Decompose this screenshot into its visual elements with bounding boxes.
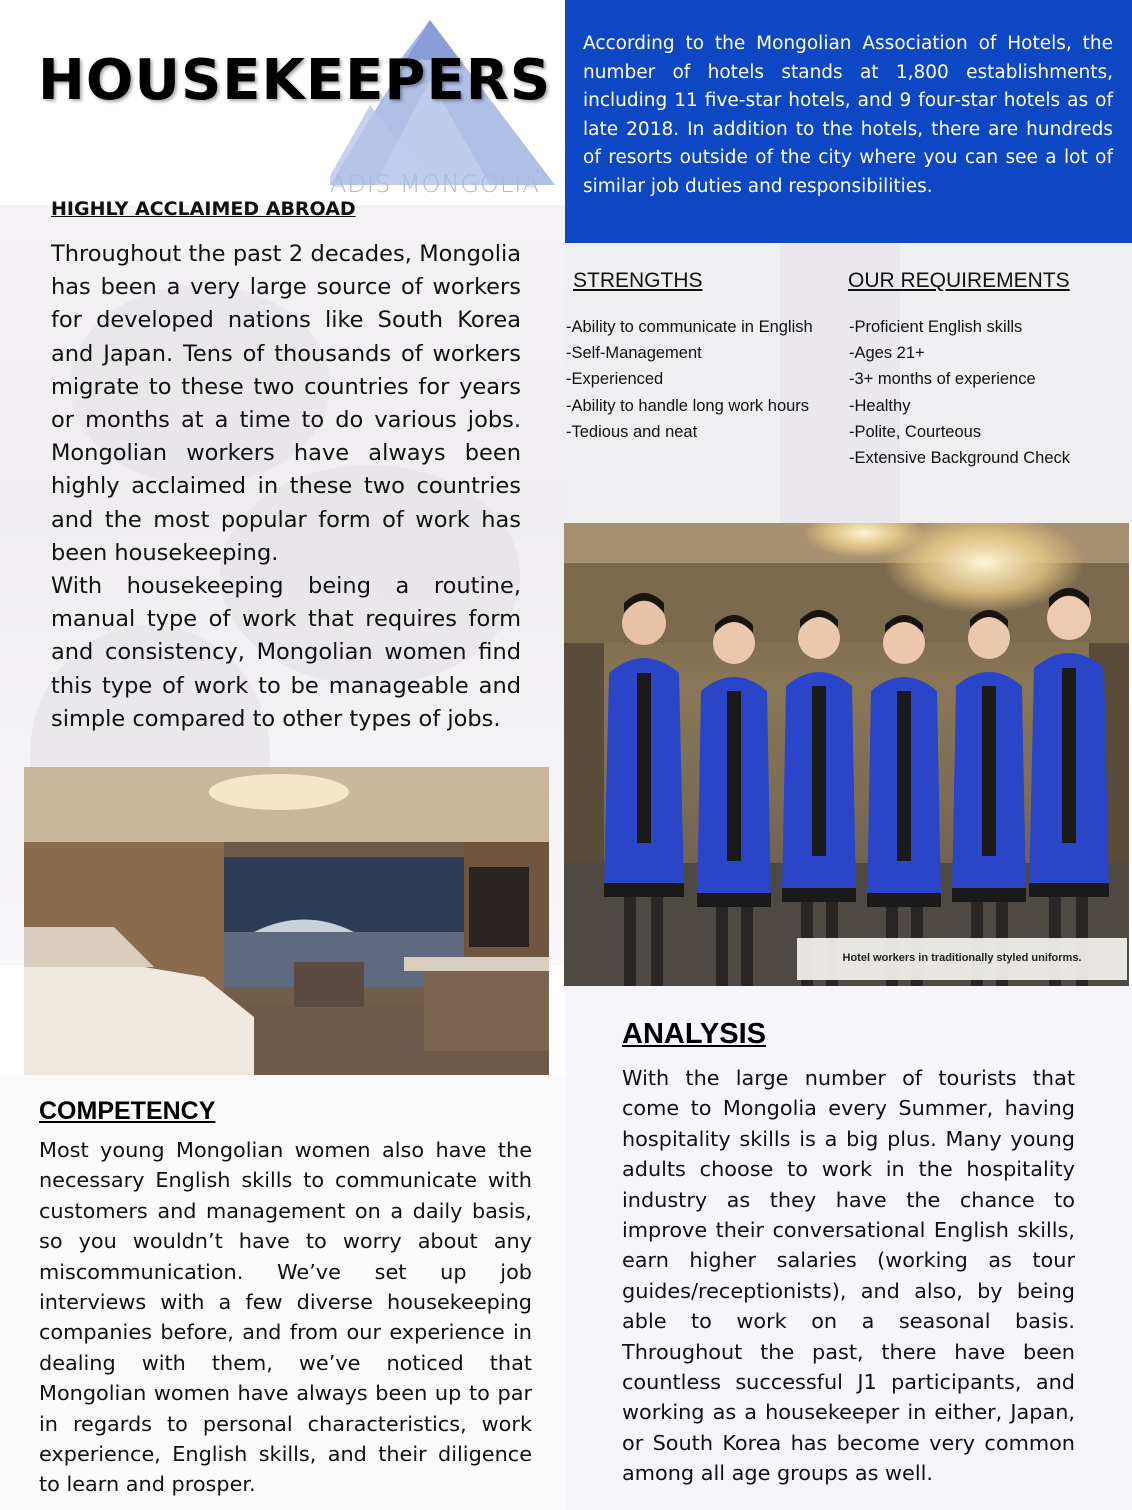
list-item: -Experienced <box>566 370 664 389</box>
analysis-body: With the large number of tourists that come to Mongolia every Summer, having hospitality skills is a big plus. Many young adults choose to work in the hospitality industry as they have the chance to improve their conversational English skills, earn higher salaries (working as tour guides/receptionists), and also, by being able to work on a seasonal basis. Throughout the past, there have been countless successful J1 participants, and working as a housekeeper in either, Japan, or South Korea has become very common among all age groups as well. <box>622 1066 1075 1486</box>
list-item: -3+ months of experience <box>849 370 1036 389</box>
requirements-list <box>849 314 1119 471</box>
acclaimed-paragraph: Throughout the past 2 decades, Mongolia has been a very large source of workers for developed nations like South Korea and Japan. Tens of thousands of workers migrate to these two countries for years or months at a time to do various jobs. Mongolian workers have always been highly acclaimed in these two countries and the most popular form of work has been housekeeping. <box>51 241 521 566</box>
analysis-heading: ANALYSIS <box>622 1018 766 1050</box>
list-item: -Proficient English skills <box>849 318 1023 336</box>
page-title: HOUSEKEEPERS <box>38 48 552 113</box>
strengths-list <box>566 314 841 445</box>
acclaimed-body <box>51 238 521 736</box>
list-item: -Tedious and neat <box>566 422 698 441</box>
staff-photo-illustration <box>564 523 1129 986</box>
competency-heading: COMPETENCY <box>39 1097 216 1125</box>
list-item: -Healthy <box>849 396 911 415</box>
strengths-heading: STRENGTHS <box>573 269 703 292</box>
acclaimed-heading: HIGHLY ACCLAIMED ABROAD <box>51 198 356 220</box>
list-item: -Self-Management <box>566 344 702 363</box>
list-item: -Polite, Courteous <box>849 422 982 441</box>
acclaimed-paragraph: With housekeeping being a routine, manual type of work that requires form and consistency, Mongolian women find this type of work to be manageable and simple compared to other types of jobs. <box>51 573 521 732</box>
list-item: -Extensive Background Check <box>849 449 1071 468</box>
photo-caption: Hotel workers in traditionally styled uniforms. <box>842 952 1082 964</box>
hotel-room-illustration <box>24 767 549 1075</box>
staff-photo <box>564 523 1129 986</box>
logo-text: ADIS MONGOLIA <box>330 170 540 198</box>
requirements-heading: OUR REQUIREMENTS <box>848 269 1070 292</box>
info-box-text: According to the Mongolian Association of Hotels, the number of hotels stands at 1,800 establishments, including 11 five-star hotels, and 9 four-star hotels as of late 2018. In addition to the hotels, there are hundreds of resorts outside of the city where you can see a lot of similar job duties and responsibilities. <box>583 33 1113 197</box>
list-item: -Ability to handle long work hours <box>566 396 810 415</box>
hotel-room-photo <box>24 767 549 1075</box>
competency-body: Most young Mongolian women also have the necessary English skills to communicate with customers and management on a daily basis, so you wouldn’t have to worry about any miscommunication. We’ve set up job interviews with a few diverse housekeeping companies before, and from our experience in dealing with them, we’ve noticed that Mongolian women have always been up to par in regards to personal characteristics, work experience, English skills, and their diligence to learn and prosper. <box>39 1138 532 1497</box>
list-item: -Ages 21+ <box>849 344 925 363</box>
list-item: -Ability to communicate in English <box>566 318 813 336</box>
